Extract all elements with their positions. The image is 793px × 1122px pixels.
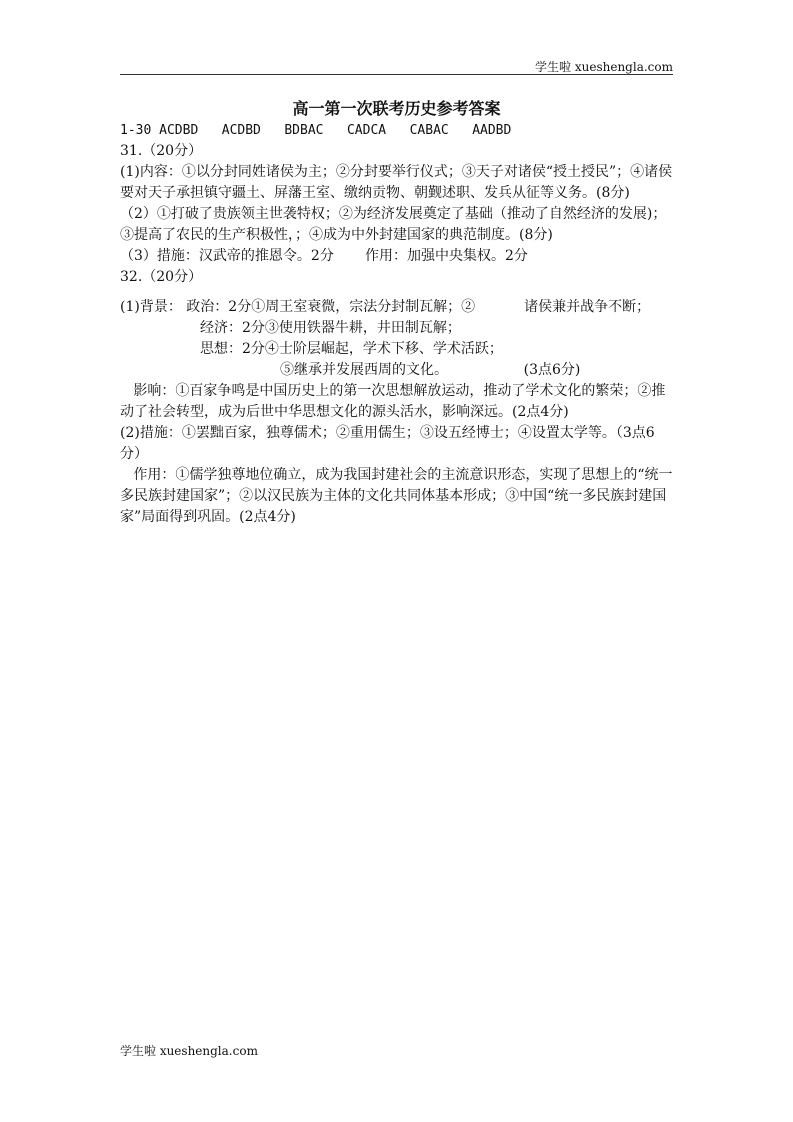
q32-influence: 影响：①百家争鸣是中国历史上的第一次思想解放运动，推动了学术文化的繁荣；②推动了社会转型，成为后世中华思想文化的源头活水，影响深远。(2点4分) (120, 383, 666, 420)
q31-part3: （3）措施：汉武帝的推恩令。2分 作用：加强中央集权。2分 (120, 248, 528, 264)
spacer (120, 288, 673, 297)
q32-heading: 32.（20分） (120, 269, 203, 285)
q32-measures: (2)措施：①罢黜百家，独尊儒术；②重用儒生；③设五经博士；④设置太学等。（3点6分） (120, 425, 655, 462)
q31-heading: 31.（20分） (120, 143, 203, 159)
header-site-name: 学生啦 xueshengla.com (535, 60, 673, 74)
q32-background-culture: ⑤继承并发展西周的文化。 (3点6分) (280, 362, 581, 378)
q31-part2: （2）①打破了贵族领主世袭特权；②为经济发展奠定了基础（推动了自然经济的发展)；③提高了农民的生产积极性，；④成为中外封建国家的典范制度。(8分) (120, 206, 667, 243)
q32-background-thought: 思想：2分④士阶层崛起，学术下移、学术活跃； (200, 341, 503, 357)
q32-effect: 作用：①儒学独尊地位确立，成为我国封建社会的主流意识形态，实现了思想上的“统一多民族封建国家”；②以汉民族为主体的文化共同体基本形成；③中国“统一多民族封建国家”局面得到巩固。(2点4分) (120, 467, 673, 525)
page-title: 高一第一次联考历史参考答案 (292, 99, 501, 118)
q32-background-politics: (1)背景： 政治：2分①周王室衰微，宗法分封制瓦解；② 诸侯兼并战争不断； (120, 299, 651, 315)
footer-site-name: 学生啦 xueshengla.com (120, 1044, 258, 1058)
multiple-choice-answers: 1-30 ACDBD ACDBD BDBAC CADCA CABAC AADBD (120, 123, 512, 138)
answer-body (120, 120, 673, 528)
header-divider (120, 74, 673, 75)
q32-background-economy: 经济：2分③使用铁器牛耕，井田制瓦解； (200, 320, 461, 336)
q31-part1: (1)内容：①以分封同姓诸侯为主；②分封要举行仪式；③天子对诸侯“授土授民”；④诸侯要对天子承担镇守疆土、屏藩王室、缴纳贡物、朝觐述职、发兵从征等义务。(8分) (120, 164, 673, 201)
